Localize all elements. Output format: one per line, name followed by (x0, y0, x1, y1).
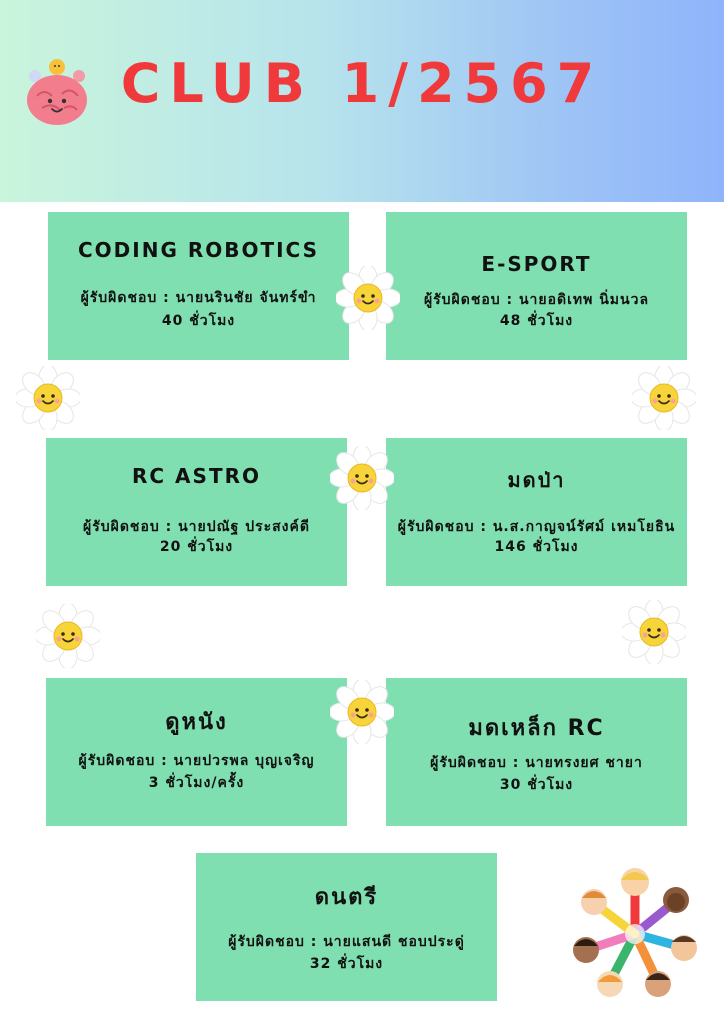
club-name: ดนตรี (314, 885, 379, 910)
club-name: CODING ROBOTICS (77, 238, 320, 262)
club-hours: 3 ชั่วโมง/ครั้ง (148, 775, 245, 791)
club-responsible: ผู้รับผิดชอบ : น.ส.กาญจน์รัศม์ เหมโยธิน (397, 519, 676, 535)
daisy-flower-icon (632, 366, 696, 430)
club-responsible: ผู้รับผิดชอบ : นายนรินชัย จันทร์ขำ (80, 290, 317, 306)
club-name: มดป่า (507, 468, 566, 492)
club-hours: 146 ชั่วโมง (494, 539, 579, 555)
club-card-e-sport (386, 212, 687, 360)
club-card-mod-pa (386, 438, 687, 586)
club-name: RC ASTRO (132, 464, 261, 488)
club-responsible: ผู้รับผิดชอบ : นายปวรพล บุญเจริญ (78, 753, 315, 769)
club-hours: 48 ชั่วโมง (499, 313, 574, 329)
club-hours: 40 ชั่วโมง (161, 313, 236, 329)
header-banner (0, 0, 724, 202)
club-hours: 32 ชั่วโมง (309, 956, 384, 972)
club-card-rc-astro (46, 438, 347, 586)
club-card-mod-lek-rc (386, 678, 687, 826)
club-card-music (196, 853, 497, 1001)
club-hours: 30 ชั่วโมง (499, 777, 574, 793)
daisy-flower-icon (16, 366, 80, 430)
club-name: มดเหล็ก RC (468, 716, 605, 741)
club-card-movie (46, 678, 347, 826)
club-responsible: ผู้รับผิดชอบ : นายอดิเทพ นิ่มนวล (423, 292, 650, 308)
club-hours: 20 ชั่วโมง (159, 539, 234, 555)
club-responsible: ผู้รับผิดชอบ : นายแสนดี ชอบประดู่ (228, 934, 465, 950)
daisy-flower-icon (330, 680, 394, 744)
club-responsible: ผู้รับผิดชอบ : นายปณัฐ ประสงค์ดี (83, 519, 310, 535)
daisy-flower-icon (330, 446, 394, 510)
daisy-flower-icon (36, 604, 100, 668)
club-responsible: ผู้รับผิดชอบ : นายทรงยศ ชายา (430, 755, 643, 771)
daisy-flower-icon (622, 600, 686, 664)
club-name: E-SPORT (481, 252, 592, 276)
daisy-flower-icon (336, 266, 400, 330)
club-card-coding-robotics (48, 212, 349, 360)
club-name: ดูหนัง (165, 710, 228, 735)
children-circle-icon (572, 866, 698, 1002)
page-title: CLUB 1/2567 (120, 52, 604, 115)
